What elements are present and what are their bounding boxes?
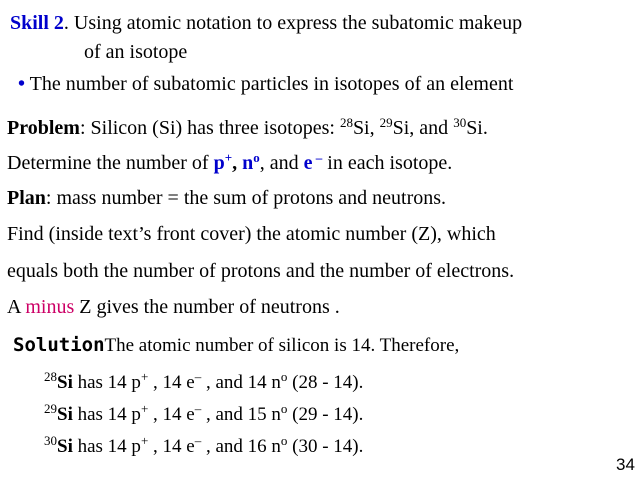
row-tail: , and 16 n [201,436,281,457]
title-text: . Using atomic notation to express the subatomic makeup [63,12,523,34]
bullet-icon: • [18,73,26,95]
row-mass: 28 [44,369,57,384]
iso2-mass: 29 [379,115,393,130]
title-line-2 [84,40,187,64]
row-esup: – [194,401,202,416]
row-psup: + [140,433,149,448]
problem-line2-start: Determine the number of [7,152,214,174]
solution-row-29 [44,403,363,427]
skill-label: Skill 2 [10,12,64,34]
row-esup: – [194,433,202,448]
row-calc: (28 - 14). [287,372,364,393]
problem-text: : Silicon (Si) has three isotopes: [79,117,340,139]
bullet-item [18,72,513,96]
iso3-symbol: Si. [466,117,488,139]
plan-line-3 [7,259,514,283]
row-mass: 29 [44,401,57,416]
row-calc: (29 - 14). [287,404,364,425]
solution-label: Solution [13,334,105,356]
minus-word: minus [25,296,75,318]
plan-label: Plan [7,187,46,209]
plan-text-3: equals both the number of protons and the number of electrons. [7,260,515,282]
row-mass: 30 [44,433,57,448]
row-psup: + [140,369,149,384]
row-text: has 14 p [72,372,141,393]
row-mid: , 14 e [148,436,195,457]
row-nsup: o [280,369,288,384]
plan-line-1 [7,186,446,210]
and-text: , and [259,152,304,174]
plan-text-2: Find (inside text’s front cover) the atomic number (Z), which [7,223,496,245]
row-mid: , 14 e [148,404,195,425]
row-esup: – [194,369,202,384]
plan-line-4 [7,295,340,319]
neutron-symbol: $n^o$ [242,150,260,174]
problem-line-2 [7,151,452,175]
electron-symbol: e – [303,150,323,174]
row-calc: (30 - 14). [287,436,364,457]
title-line-1 [10,11,522,35]
problem-line2-end: in each isotope. [322,152,453,174]
solution-text: The atomic number of silicon is 14. Therefore, [104,335,460,356]
row-mid: , 14 e [148,372,195,393]
comma: , [232,152,243,174]
iso1-mass: 28 [339,115,353,130]
row-nsup: o [280,401,288,416]
row-nsup: o [280,433,288,448]
row-symbol: Si [57,404,73,425]
proton-symbol: p+ [213,150,233,174]
iso3-mass: 30 [453,115,467,130]
plan-text: : mass number = the sum of protons and neutrons. [45,187,447,209]
plan-line-2 [7,222,496,246]
solution-row-28 [44,371,363,395]
row-text: has 14 p [72,436,141,457]
row-psup: + [140,401,149,416]
plan-text-4-start: A [7,296,26,318]
solution-row-30 [44,435,363,459]
solution-line [13,333,459,358]
iso1-symbol: Si, [352,117,380,139]
problem-label: Problem [7,117,80,139]
row-symbol: Si [57,372,73,393]
row-tail: , and 14 n [201,372,281,393]
title-text-2: of an isotope [84,41,188,63]
problem-line-1 [7,116,488,140]
bullet-text: The number of subatomic particles in isotopes of an element [29,73,514,95]
plan-text-4-end: Z gives the number of neutrons . [74,296,340,318]
page-number: 34 [616,455,635,474]
row-text: has 14 p [72,404,141,425]
iso2-symbol: Si, and [392,117,454,139]
row-symbol: Si [57,436,73,457]
row-tail: , and 15 n [201,404,281,425]
